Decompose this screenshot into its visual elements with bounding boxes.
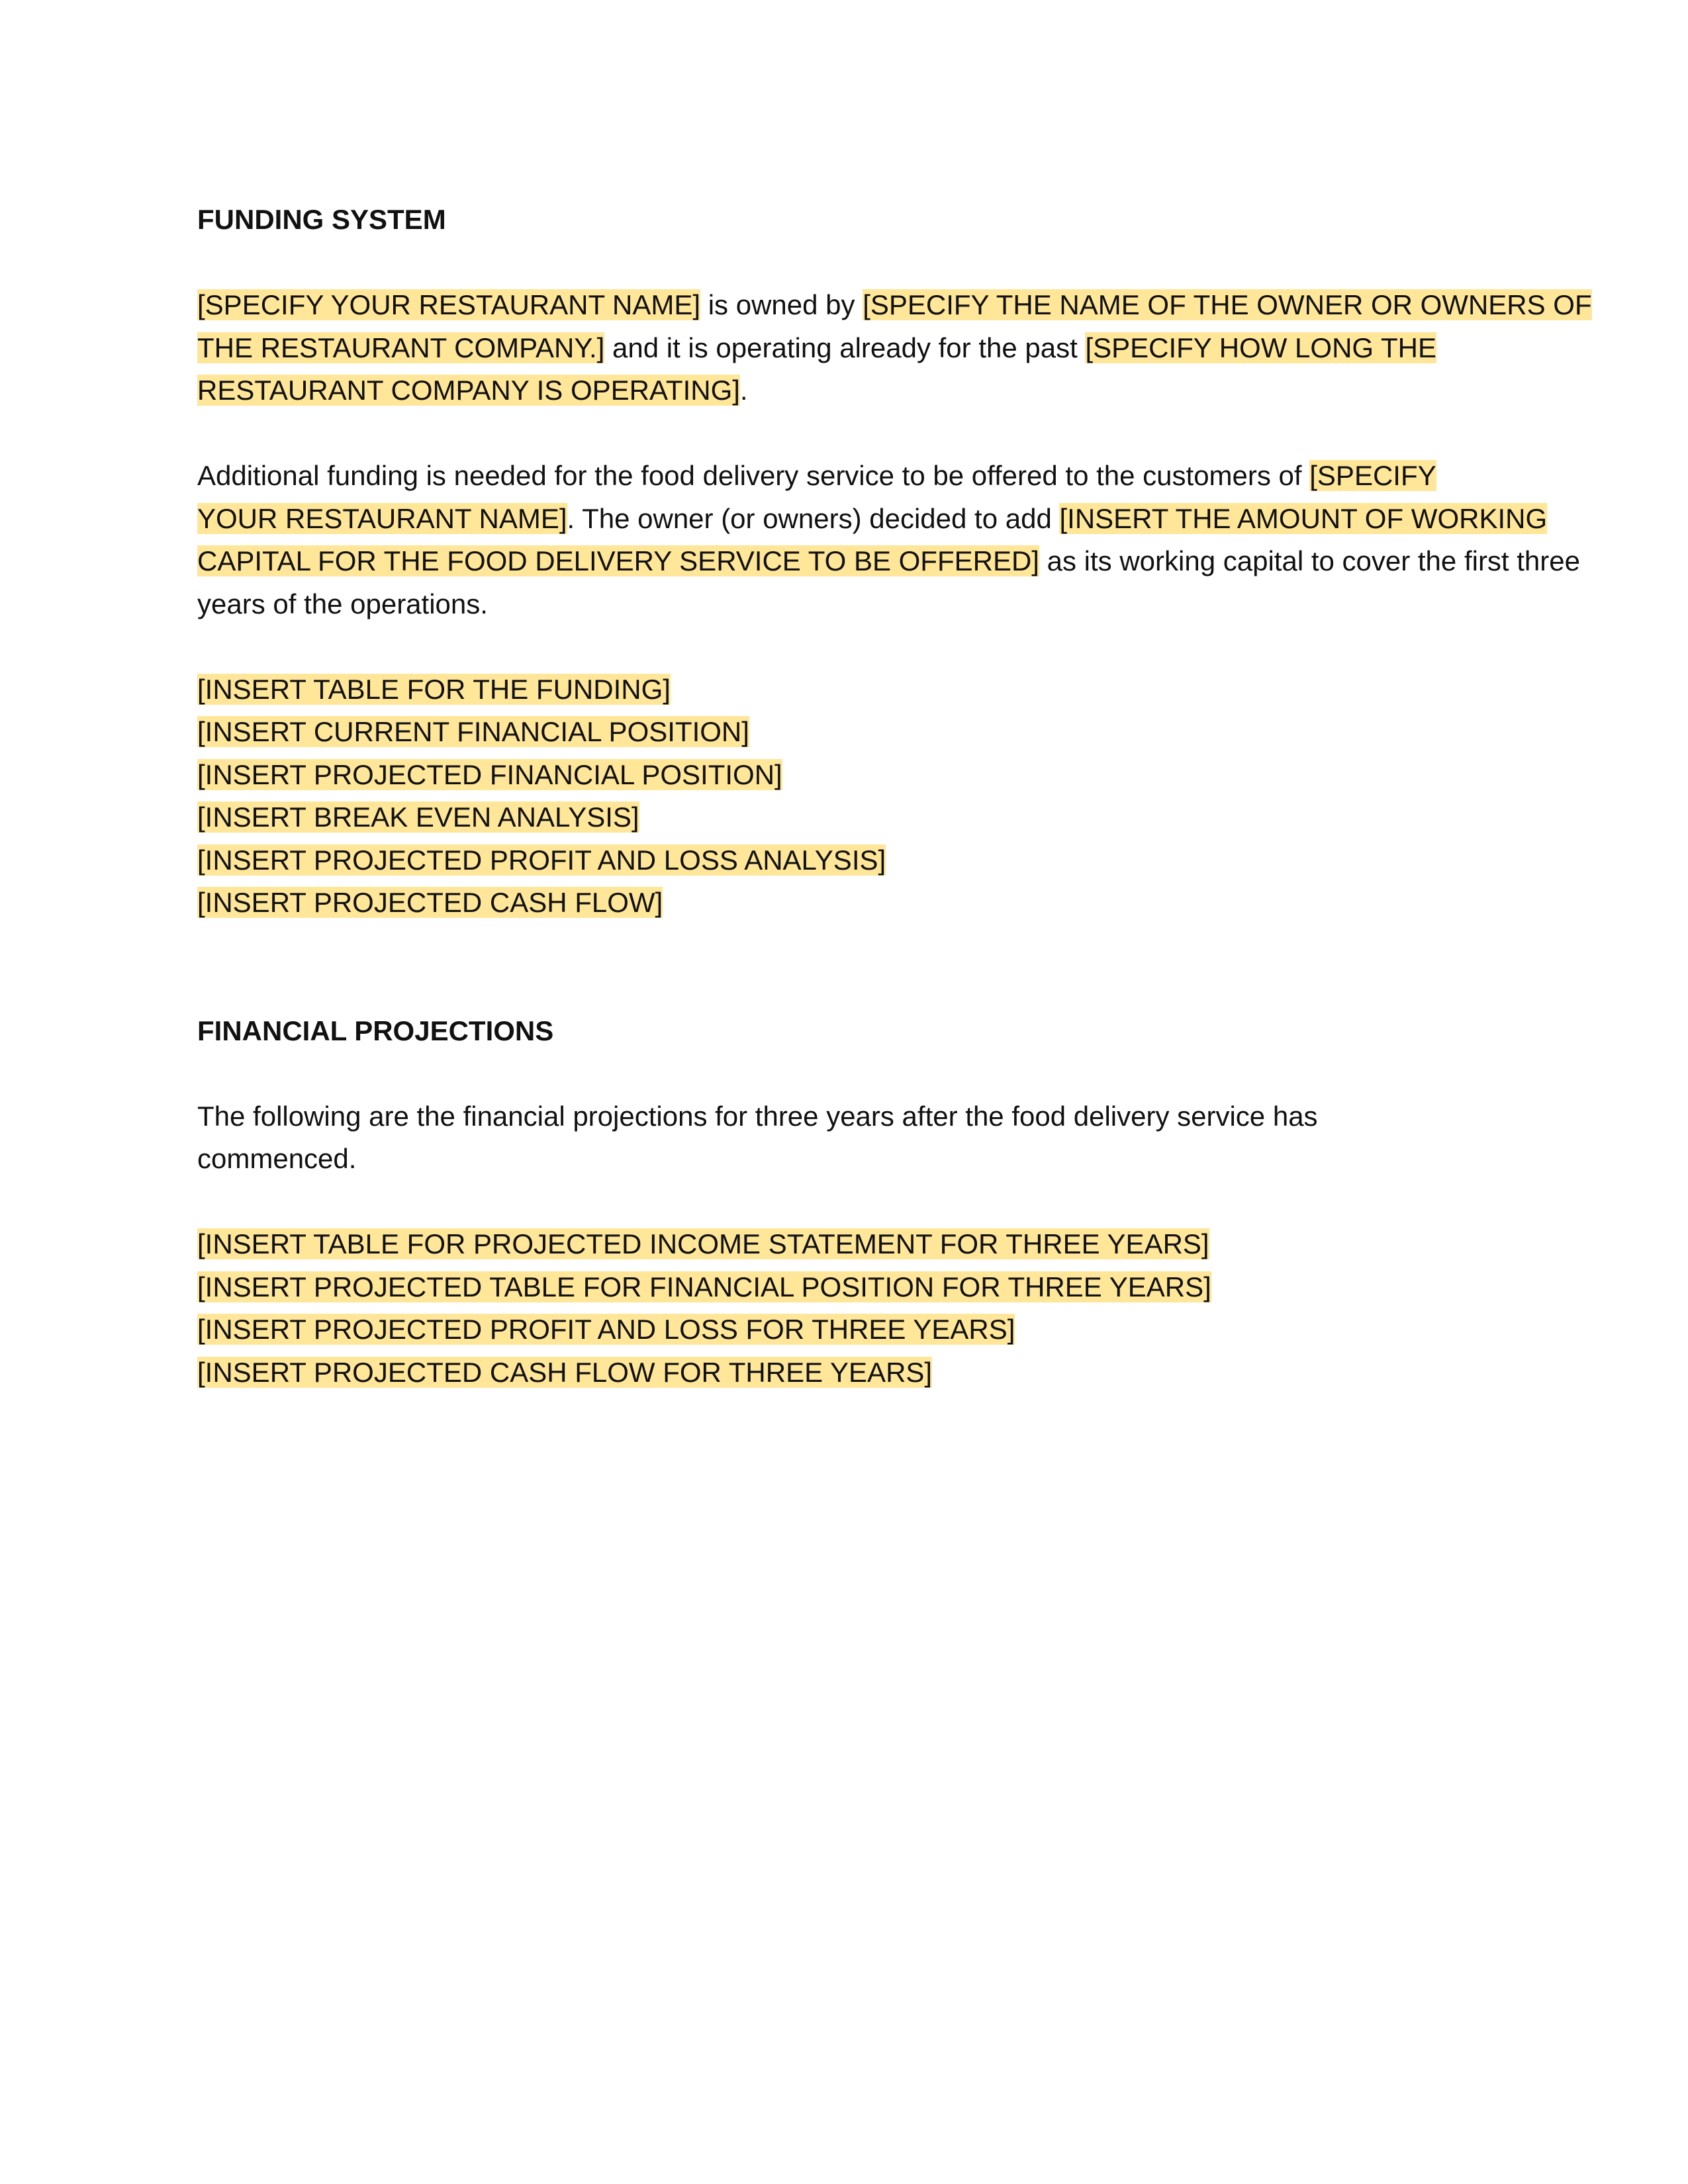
funding-paragraph-ownership bbox=[197, 284, 1592, 412]
spacer bbox=[197, 1052, 1495, 1095]
paragraph-line bbox=[197, 583, 1495, 626]
placeholder-item: [INSERT TABLE FOR THE FUNDING] bbox=[197, 673, 671, 705]
list-item bbox=[197, 711, 1495, 754]
list-item bbox=[197, 1266, 1495, 1309]
placeholder-owner-name-cont: THE RESTAURANT COMPANY.] bbox=[197, 332, 605, 363]
document-page bbox=[197, 199, 1592, 1394]
placeholder-operating-duration: [SPECIFY HOW LONG THE bbox=[1085, 332, 1436, 363]
body-text: years of the operations. bbox=[197, 588, 488, 619]
spacer bbox=[197, 925, 1495, 1010]
body-text: Additional funding is needed for the food delivery service to be offered to the customers of bbox=[197, 460, 1310, 491]
placeholder-item: [INSERT PROJECTED PROFIT AND LOSS ANALYSIS] bbox=[197, 844, 886, 876]
list-item bbox=[197, 1351, 1495, 1394]
placeholder-restaurant-name-cont: YOUR RESTAURANT NAME] bbox=[197, 502, 567, 534]
paragraph-line bbox=[197, 327, 1495, 370]
projections-placeholder-list bbox=[197, 1223, 1495, 1394]
placeholder-working-capital-cont: CAPITAL FOR THE FOOD DELIVERY SERVICE TO BE OFFERED] bbox=[197, 545, 1039, 576]
list-item bbox=[197, 668, 1495, 711]
funding-system-heading: FUNDING SYSTEM bbox=[197, 204, 446, 235]
placeholder-restaurant-name: [SPECIFY YOUR RESTAURANT NAME] bbox=[197, 289, 701, 320]
placeholder-item: [INSERT TABLE FOR PROJECTED INCOME STATEMENT FOR THREE YEARS] bbox=[197, 1228, 1209, 1259]
list-item bbox=[197, 839, 1495, 882]
paragraph-line: The following are the financial projections for three years after the food delivery service has bbox=[197, 1100, 1318, 1132]
placeholder-item: [INSERT CURRENT FINANCIAL POSITION] bbox=[197, 716, 749, 747]
body-text: . The owner (or owners) decided to add bbox=[567, 502, 1060, 534]
paragraph-line bbox=[197, 540, 1580, 583]
body-text: . bbox=[739, 375, 748, 406]
list-item bbox=[197, 1308, 1495, 1351]
projections-paragraph bbox=[197, 1095, 1495, 1181]
paragraph-line: commenced. bbox=[197, 1143, 357, 1174]
list-item bbox=[197, 796, 1495, 839]
placeholder-item: [INSERT PROJECTED TABLE FOR FINANCIAL POSITION FOR THREE YEARS] bbox=[197, 1271, 1211, 1302]
body-text: as its working capital to cover the first three bbox=[1039, 545, 1580, 576]
list-item bbox=[197, 754, 1495, 797]
spacer bbox=[197, 1181, 1495, 1224]
placeholder-operating-duration-cont: RESTAURANT COMPANY IS OPERATING] bbox=[197, 375, 740, 406]
body-text: and it is operating already for the past bbox=[604, 332, 1086, 363]
placeholder-working-capital: [INSERT THE AMOUNT OF WORKING bbox=[1059, 502, 1548, 534]
paragraph-line bbox=[197, 455, 1495, 498]
placeholder-restaurant-name: [SPECIFY bbox=[1309, 460, 1436, 491]
spacer bbox=[197, 242, 1495, 285]
placeholder-item: [INSERT BREAK EVEN ANALYSIS] bbox=[197, 801, 639, 833]
list-item bbox=[197, 1223, 1495, 1266]
placeholder-item: [INSERT PROJECTED CASH FLOW FOR THREE YEARS] bbox=[197, 1356, 933, 1388]
placeholder-item: [INSERT PROJECTED CASH FLOW] bbox=[197, 887, 663, 918]
funding-placeholder-list bbox=[197, 668, 1495, 925]
funding-paragraph-additional bbox=[197, 455, 1580, 625]
paragraph-line bbox=[197, 284, 1592, 327]
paragraph-line bbox=[197, 498, 1548, 541]
financial-projections-heading: FINANCIAL PROJECTIONS bbox=[197, 1015, 554, 1046]
placeholder-owner-name: [SPECIFY THE NAME OF THE OWNER OR OWNERS OF bbox=[863, 289, 1592, 320]
paragraph-line bbox=[197, 369, 1495, 412]
spacer bbox=[197, 625, 1495, 668]
placeholder-item: [INSERT PROJECTED FINANCIAL POSITION] bbox=[197, 758, 782, 790]
body-text: is owned by bbox=[700, 289, 863, 320]
list-item bbox=[197, 882, 1495, 925]
spacer bbox=[197, 412, 1495, 455]
placeholder-item: [INSERT PROJECTED PROFIT AND LOSS FOR THREE YEARS] bbox=[197, 1314, 1015, 1345]
